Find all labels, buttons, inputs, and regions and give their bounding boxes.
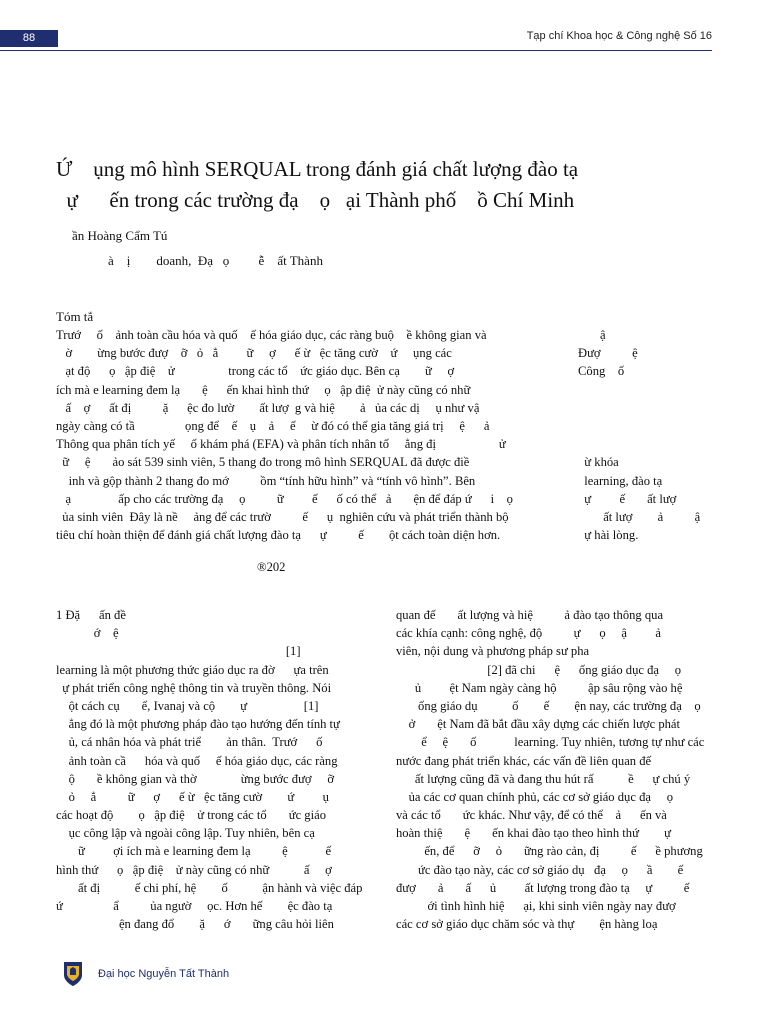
page-footer bbox=[62, 960, 229, 988]
abstract-line: tiêu chí hoàn thiện để đánh giá chất lượng đào tạ ự ế ột cách toàn diện hơn. bbox=[56, 528, 501, 543]
sidebar-line: ừ khóa bbox=[578, 455, 619, 470]
sidebar-line: ự ế ất lượ bbox=[578, 491, 677, 506]
abstract-line: Thông qua phân tích yế ố khám phá (EFA) và phân tích nhân tố ẳng đị ử bbox=[56, 437, 506, 452]
title-line: ự ến trong các trường đạ ọ ại Thành phố ồ Chí Minh bbox=[56, 188, 575, 212]
author-name: ần Hoàng Cẩm Tú bbox=[72, 228, 168, 243]
body-line: ẳng đó là một phương pháp đào tạo hướng đến tính tự bbox=[56, 717, 340, 732]
abstract-line: ữ ệ ảo sát 539 sinh viên, 5 thang đo trong mô hình SERQUAL đã được điề bbox=[56, 455, 470, 470]
body-line: ữ ợi ích mà e learning đem lạ ệ ế bbox=[56, 844, 332, 859]
body-line: ện đang đổ ặ ớ ững câu hỏi liên bbox=[56, 917, 334, 932]
abstract-line: inh và gộp thành 2 thang đo mớ ồm “tính hữu hình” và “tính vô hình”. Bên bbox=[56, 473, 476, 488]
body-line: [1] bbox=[56, 644, 301, 659]
body-line: hoàn thiệ ệ ến khai đào tạo theo hình thứ ự bbox=[396, 826, 671, 841]
body-line: hình thứ ọ ập điệ ử này cũng có nhữ ấ ợ bbox=[56, 862, 332, 877]
title-line: Ứ ụng mô hình SERQUAL trong đánh giá chất lượng đào tạ bbox=[56, 157, 579, 181]
body-line: quan đế ất lượng và hiệ ả đào tạo thông qua bbox=[396, 608, 664, 622]
sidebar-line bbox=[578, 417, 708, 435]
body-line: ủa các cơ quan chính phủ, các cơ sở giáo dục đạ ọ bbox=[396, 789, 674, 804]
university-name: Đại học Nguyễn Tất Thành bbox=[98, 968, 230, 980]
abstract-line: ngày càng có tầ ọng để ế ụ ả ế ừ đó có thể gia tăng giá trị ệ ả bbox=[56, 419, 490, 434]
body-line: đượ ả ấ ủ ất lượng trong đào tạ ự ế bbox=[396, 880, 690, 895]
body-line: ộ ề không gian và thờ ừng bước đượ ỡ bbox=[56, 771, 334, 786]
body-line: ức đào tạo này, các cơ sở giáo dụ đạ ọ ầ ế bbox=[396, 862, 684, 877]
abstract-line: ạt độ ọ ập điệ ử trong các tổ ức giáo dục. Bên cạ ữ ợ bbox=[56, 364, 455, 379]
sidebar-line bbox=[578, 435, 708, 453]
article-title bbox=[56, 154, 696, 216]
body-line: ến, để ỡ ỏ ững rào cản, đị ế ề phương bbox=[396, 844, 703, 859]
sidebar-line: learning, đào tạ bbox=[578, 473, 663, 488]
body-line: ủ ệt Nam ngày càng hộ ập sâu rộng vào hệ bbox=[396, 680, 683, 695]
body-line: ống giáo dụ ố ế ện nay, các trường đạ ọ bbox=[396, 698, 701, 713]
body-line: ất đị ế chi phí, hệ ố ận hành và việc đáp bbox=[56, 880, 363, 895]
body-line: ủ, cá nhân hóa và phát triể ản thân. Trướ ố bbox=[56, 735, 323, 750]
body-line: các hoạt độ ọ ập điệ ử trong các tổ ức giáo bbox=[56, 808, 326, 823]
body-line: ứ ẩ ủa ngườ ọc. Hơn hế ệc đào tạ bbox=[56, 899, 333, 913]
page-number: 88 bbox=[0, 30, 58, 47]
sidebar-line: ậ bbox=[578, 328, 606, 342]
body-line: ự phát triển công nghệ thông tin và truyền thông. Nói bbox=[56, 680, 332, 695]
abstract-line: ấ ợ ất đị ặ ệc đo lườ ất lượ g và hiệ ả ủa các dị ụ như vậ bbox=[56, 400, 480, 415]
abstract-line: ủa sinh viên Đây là nề ảng để các trườ ế ụ nghiên cứu và phát triển thành bộ bbox=[56, 510, 509, 525]
body-line: ới tình hình hiệ ại, khi sinh viên ngày nay đượ bbox=[396, 899, 676, 913]
header-rule bbox=[0, 50, 712, 51]
body-line: ục công lập và ngoài công lập. Tuy nhiên, bên cạ bbox=[56, 826, 315, 841]
sidebar-line bbox=[578, 381, 708, 399]
author-affiliation: à ị doanh, Đạ ọ ễ ất Thành bbox=[108, 253, 323, 268]
abstract-body bbox=[56, 326, 556, 544]
section-heading: 1 Đặ ấn đề bbox=[56, 608, 126, 622]
university-shield-logo bbox=[62, 960, 84, 988]
abstract-line: ạ ấp cho các trường đạ ọ ữ ế ố có thể ả ện để đáp ứ i ọ bbox=[56, 491, 513, 506]
body-line: ỏ ẳ ữ ợ ế ừ ệc tăng cườ ứ ụ bbox=[56, 789, 329, 804]
sidebar-line bbox=[578, 399, 708, 417]
body-line: viên, nội dung và phương pháp sư pha bbox=[396, 644, 590, 659]
body-line: learning là một phương thức giáo dục ra đờ ựa trên bbox=[56, 662, 329, 677]
abstract-line: ờ ừng bước đượ ỡ ỏ ẳ ữ ợ ế ừ ệc tăng cườ ứ ụng các bbox=[56, 346, 452, 361]
journal-name: Tạp chí Khoa học & Công nghệ Số 16 bbox=[526, 30, 712, 42]
body-line: ất lượng cũng đã và đang thu hút rấ ề ự chú ý bbox=[396, 771, 691, 786]
body-line: ảnh toàn cầ hóa và quố ế hóa giáo dục, các ràng bbox=[56, 753, 338, 768]
body-line: ột cách cụ ể, Ivanaj và cộ ự [1] bbox=[56, 698, 319, 713]
body-line: [2] đã chi ệ ống giáo dục đạ ọ bbox=[396, 662, 682, 677]
body-line: các khía cạnh: công nghệ, độ ự ọ ậ ả bbox=[396, 626, 661, 641]
body-column-right bbox=[396, 606, 712, 933]
body-line: ớ ệ bbox=[56, 626, 119, 641]
body-line: ể ệ ố learning. Tuy nhiên, tương tự như các bbox=[396, 735, 705, 750]
sidebar-line: ất lượ ả ậ bbox=[578, 509, 701, 524]
abstract-line: ích mà e learning đem lạ ệ ến khai hình thứ ọ ập điệ ử này cũng có nhữ bbox=[56, 382, 471, 397]
abstract-heading: Tóm tắ bbox=[56, 309, 94, 324]
body-column-left bbox=[56, 606, 372, 933]
abstract-line: Trướ ố ảnh toàn cầu hóa và quố ế hóa giáo dục, các ràng buộ ề không gian và bbox=[56, 328, 487, 342]
sidebar-line: ự hài lòng. bbox=[578, 528, 639, 543]
copyright-notice: ®202 bbox=[257, 560, 286, 574]
sidebar-line: Đượ ệ bbox=[578, 346, 638, 361]
sidebar-line: Công ố bbox=[578, 364, 625, 379]
body-line: ở ệt Nam đã bắt đầu xây dựng các chiến lược phát bbox=[396, 717, 680, 732]
body-line: và các tổ ức khác. Như vậy, để có thể ả ến và bbox=[396, 808, 667, 823]
body-line: nước đang phát triển khác, các vấn đề liên quan đế bbox=[396, 753, 652, 768]
article-info-sidebar bbox=[578, 326, 708, 544]
body-line: các cơ sở giáo dục chăm sóc và thự ện hàng loạ bbox=[396, 917, 658, 932]
